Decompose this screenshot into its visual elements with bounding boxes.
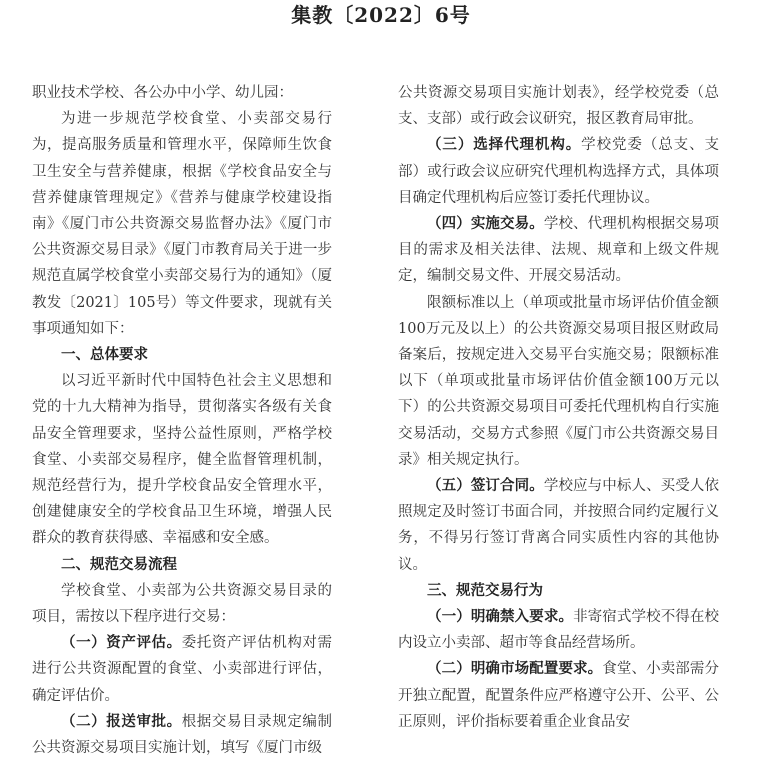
document-number: 集教〔2022〕6号 [291, 3, 471, 27]
item-text: 食堂、小卖部需分开独立配置，配置条件应严格遵守公开、公平、公正原则，评价指标要着重企业食品安 [398, 661, 720, 730]
item-label: （二）明确市场配置要求。 [427, 660, 603, 678]
section-heading: 一、总体要求 [61, 346, 148, 364]
numbered-item [398, 211, 719, 290]
paragraph: 限额标准以上（单项或批量市场评估价值金额100万元及以上）的公共资源交易项目报区财政局备案后，按规定进入交易平台实施交易；限额标准以下（单项或批量市场评估价值金额100万元以下）的公共资源交易项目可委托代理机构自行实施交易活动，交易方式参照《厦门市公共资源交易目录》相关规定执行。 [398, 294, 719, 468]
paragraph: 公共资源交易项目实施计划表》，经学校党委（总支、支部）或行政会议研究，报区教育局审批。 [398, 85, 719, 128]
numbered-item [398, 473, 719, 578]
numbered-item [32, 630, 332, 709]
numbered-item [32, 709, 332, 761]
numbered-item [398, 132, 719, 211]
left-column [32, 80, 332, 761]
item-text: 非寄宿式学校不得在校内设立小卖部、超市等食品经营场所。 [398, 609, 720, 652]
item-text: 根据交易目录规定编制公共资源交易项目实施计划，填写《厦门市级 [32, 713, 333, 757]
paragraph: 以习近平新时代中国特色社会主义思想和党的十九大精神为指导，贯彻落实各级有关食品安全管理要求，坚持公益性原则，严格学校食堂、小卖部交易程序，健全监督管理机制，规范经营行为，提升学校食品安全管理水平，创建健康安全的学校食品卫生环境，增强人民群众的教育获得感、幸福感和安全感。 [32, 373, 332, 547]
item-text: 学校应与中标人、买受人依照规定及时签订书面合同，并按照合同约定履行义务，不得另行签订背离合同实质性内容的其他协议。 [398, 478, 720, 573]
item-label: （三）选择代理机构。 [427, 136, 582, 154]
item-label: （五）签订合同。 [427, 477, 544, 495]
item-label: （一）明确禁入要求。 [427, 608, 574, 626]
section-heading: 二、规范交易流程 [61, 555, 177, 573]
paragraph: 职业技术学校、各公办中小学、幼儿园： [32, 85, 293, 101]
numbered-item [398, 604, 719, 656]
paragraph: 为进一步规范学校食堂、小卖部交易行为，提高服务质量和管理水平，保障师生饮食卫生安全与营养健康，根据《学校食品安全与营养健康管理规定》《营养与健康学校建设指南》《厦门市公共资源交易监督办法》《厦门市公共资源交易目录》《厦门市教育局关于进一步规范直属学校食堂小卖部交易行为的通知》（厦教发〔2021〕105号）等文件要求，现就有关事项通知如下： [32, 111, 332, 337]
section-heading: 三、规范交易行为 [427, 581, 543, 599]
item-text: 委托资产评估机构对需进行公共资源配置的食堂、小卖部进行评估，确定评估价。 [32, 635, 333, 704]
item-label: （一）资产评估。 [61, 634, 182, 652]
numbered-item [398, 656, 719, 735]
item-label: （四）实施交易。 [427, 215, 544, 233]
item-text: 学校、代理机构根据交易项目的需求及相关法律、法规、规章和上级文件规定，编制交易文件、开展交易活动。 [398, 216, 720, 285]
item-text: 学校党委（总支、支部）或行政会议应研究代理机构选择方式，具体项目确定代理机构后应签订委托代理协议。 [398, 137, 720, 206]
paragraph: 学校食堂、小卖部为公共资源交易目录的项目，需按以下程序进行交易： [32, 582, 332, 626]
right-column [398, 80, 719, 735]
item-label: （二）报送审批。 [61, 712, 182, 730]
